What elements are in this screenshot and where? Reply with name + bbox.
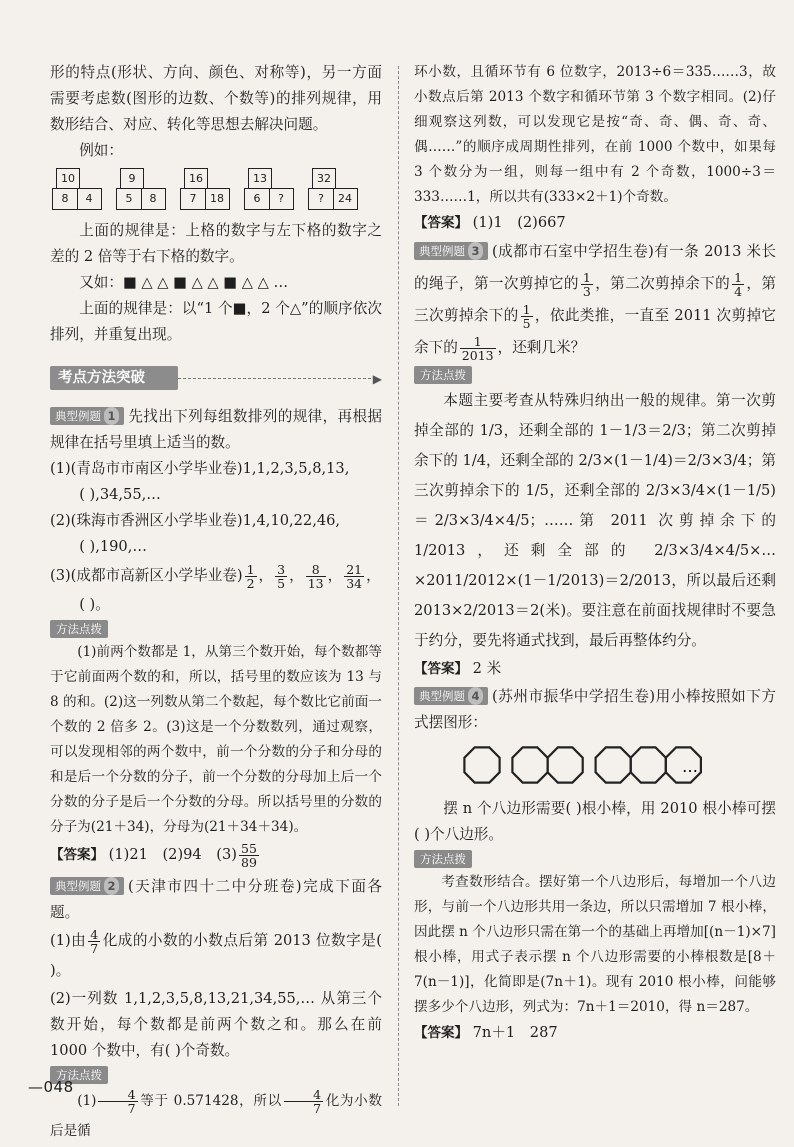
- example-2-tag: [50, 877, 124, 895]
- section-banner: [50, 362, 382, 396]
- example-1-q1b: ( ),34,55,…: [79, 486, 161, 503]
- section-rule: [178, 378, 376, 379]
- q3-fractions: [243, 561, 381, 591]
- box-top: 9: [120, 168, 144, 189]
- example-1-q1: (1)(青岛市市南区小学毕业卷)1,1,2,3,5,8,13,: [50, 460, 350, 477]
- tag-number: 3: [468, 242, 483, 260]
- continuation-text: 环小数，且循环节有 6 位数字，2013÷6＝335……3，故小数点后第 2013 个数字和循环节第 3 个数字相同。(2)仔细观察这列数，可以发现它是按“奇、奇、偶、奇、奇、偶……”的顺序成周期性排列，在前 1000 个数中，如果每 3 个数分为一组，则每一组中有 2 个奇数，1000÷3＝333……1，所以共有(333×2＋1)个奇数。: [414, 64, 776, 205]
- example-2-method: [50, 1086, 382, 1146]
- octagon: [464, 747, 499, 782]
- octagon: [512, 747, 547, 782]
- box-bottom-left: 7: [180, 188, 206, 210]
- example-1-q3b: ( )。: [79, 596, 110, 613]
- shape-sequence-line: [50, 270, 382, 296]
- denominator: 34: [346, 575, 363, 591]
- denominator: 4: [734, 283, 743, 299]
- right-column: [414, 60, 776, 1046]
- answer-text: (1)21 (2)94 (3): [108, 846, 237, 863]
- example-1-q3: [50, 560, 382, 592]
- answer-text: 7n＋1 287: [472, 1024, 558, 1041]
- fraction-1-5: [521, 303, 533, 330]
- numerator: 4: [90, 926, 99, 942]
- example-4-method: 考查数形结合。摆好第一个八边形后，每增加一个八边形，与前一个八边形共用一条边，所以只需增加 7 根小棒，因此摆 n 个八边形只需在第一个的基础上再增加[(n－1)×7]根小棒，用式子表示摆 n 个八边形需要的小棒根数是[8＋7(n－1)]，化简即是(7n＋1)。现有 2010 根小棒，问能够摆多少个八边形，列式为：7n＋1＝2010，得 n＝287。: [414, 874, 776, 1015]
- answer-fraction: [239, 842, 259, 869]
- example-3-tag: [414, 242, 488, 260]
- method-b: 等于 0.571428，所以: [139, 1093, 282, 1109]
- octagon-figure: [460, 742, 776, 792]
- example-1-stem: [50, 404, 382, 456]
- stem-d: ，依此类推，一直至 2011 次剪掉它余下的: [414, 307, 776, 356]
- example-4-tag: [414, 687, 488, 705]
- box-top: 16: [184, 168, 208, 189]
- example-4-stem: [414, 684, 776, 736]
- box-bottom-right: 18: [205, 188, 230, 210]
- method-a: (1): [77, 1093, 97, 1109]
- intro-text: 形的特点(形状、方向、颜色、对称等)，另一方面需要考虑数(图形的边数、个数等)的排列规律，用数形结合、对应、转化等思想去解决问题。: [50, 64, 382, 133]
- example-1-q2: (2)(珠海市香洲区小学毕业卷)1,4,10,22,46,: [50, 512, 341, 529]
- fraction-1-3: [581, 271, 593, 298]
- example-3-answer: [414, 656, 776, 682]
- denominator: 5: [277, 575, 286, 591]
- denominator: 2: [246, 575, 255, 591]
- comma: ，: [258, 567, 274, 584]
- tag-number: 4: [468, 687, 483, 705]
- stem-text: 先找出下列每组数排列的规律，再根据规律在括号里填上适当的数。: [50, 408, 382, 451]
- stem-a: (成都市石室中学招生卷)有一条 2013 米长的绳子，第一次剪掉它的: [414, 243, 776, 292]
- denominator: 5: [522, 315, 531, 331]
- denominator: 7: [313, 1101, 322, 1116]
- number-box-examples: [52, 168, 382, 212]
- number-box: [116, 168, 166, 212]
- denominator: 13: [307, 575, 324, 591]
- sequence-fraction: [306, 563, 326, 590]
- box-bottom-left: 6: [244, 188, 270, 210]
- fraction-1-4: [732, 271, 744, 298]
- answer-tag: 【答案】: [414, 661, 468, 677]
- shape-sequence: ■ △ △ ■ △ △ ■ △ △ …: [122, 274, 289, 291]
- numerator: 1: [246, 561, 255, 577]
- rule-text-1: 上面的规律是：上格的数字与左下格的数字之差的 2 倍等于右下格的数字。: [50, 222, 382, 265]
- numerator: 1: [522, 301, 531, 317]
- answer-tag: 【答案】: [50, 847, 104, 863]
- denominator: 89: [241, 854, 257, 870]
- q1-b: 化成的小数的小数点后第 2013 位数字是( )。: [50, 932, 382, 979]
- example-2-stem: [50, 874, 382, 926]
- example-2-q2: (2)一列数 1,1,2,3,5,8,13,21,34,55,… 从第三个数开始，每个数都是前两个数之和。那么在前 1000 个数中，有( )个奇数。: [50, 990, 382, 1059]
- stem-c: ，第三次剪掉余下的: [414, 275, 776, 324]
- box-bottom-right: 4: [77, 188, 102, 210]
- q1-a: (1)由: [50, 932, 87, 949]
- answer-text: (1)1 (2)667: [472, 214, 566, 231]
- comma: ，: [366, 567, 381, 584]
- number-box: [52, 168, 102, 212]
- arrow-right-icon: ▶: [372, 372, 382, 386]
- box-bottom-left: 8: [52, 188, 78, 210]
- method-fraction-2: [284, 1088, 323, 1115]
- octagon-ellipsis: …: [682, 757, 698, 776]
- q1-fraction: [88, 928, 100, 955]
- tag-label: 典型例题: [55, 409, 101, 423]
- sequence-fraction: [344, 563, 364, 590]
- stem-text: (苏州市振华中学招生卷)用小棒按照如下方式摆图形：: [414, 688, 776, 731]
- method-tag-2: 方法点拨: [50, 1066, 108, 1084]
- example-3-method: 本题主要考查从特殊归纳出一般的规律。第一次剪掉全部的 1/3，还剩全部的 1－1/3＝2/3；第二次剪掉余下的 1/4，还剩全部的 2/3×(1－1/4)＝2/3×3/4；第三次剪掉余下的 1/5，还剩全部的 2/3×3/4×(1－1/5)＝2/3×3/4×4/5；……第 2011 次剪掉余下的 1/2013，还剩全部的 2/3×3/4×4/5×…×2011/2012×(1－1/2013)＝2/2013，所以最后还剩 2013×2/2013＝2(米)。要注意在前面找规律时不要急于约分，要先将通式找到，最后再整体约分。: [414, 392, 776, 649]
- page-number: —048: [28, 1078, 74, 1096]
- box-bottom-right: 8: [141, 188, 166, 210]
- stem-b: ，第二次剪掉余下的: [594, 275, 731, 292]
- box-bottom-left: ?: [308, 188, 334, 210]
- example-label: 例如：: [79, 142, 123, 159]
- fraction-1-2013: [460, 335, 496, 362]
- numerator: 1: [734, 269, 743, 285]
- numerator: 4: [98, 1088, 137, 1102]
- answer-text: 2 米: [472, 660, 502, 677]
- box-bottom-right: ?: [269, 188, 294, 210]
- box-top: 10: [56, 168, 80, 189]
- octagons-svg: [460, 742, 710, 788]
- again-label: 又如：: [79, 274, 123, 291]
- tag-label: 典型例题: [55, 879, 101, 893]
- answer-tag: 【答案】: [414, 215, 468, 231]
- octagon: [631, 747, 666, 782]
- box-bottom-left: 5: [116, 188, 142, 210]
- octagon: [596, 747, 631, 782]
- answer-tag: 【答案】: [414, 1025, 468, 1041]
- example-2-q1: [50, 926, 382, 986]
- q3-text: (3)(成都市高新区小学毕业卷): [50, 567, 243, 584]
- denominator: 7: [90, 940, 99, 956]
- sequence-fraction: [275, 563, 287, 590]
- numerator: 4: [284, 1088, 323, 1102]
- tag-number: 1: [104, 407, 119, 425]
- example-4-question: 摆 n 个八边形需要( )根小棒，用 2010 根小棒可摆( )个八边形。: [414, 800, 776, 843]
- tag-number: 2: [104, 877, 119, 895]
- method-tag: 方法点拨: [50, 620, 108, 638]
- example-4-answer: [414, 1020, 776, 1046]
- comma: ，: [327, 567, 343, 584]
- tag-label: 典型例题: [419, 689, 465, 703]
- example-1-tag: [50, 407, 124, 425]
- denominator: 7: [127, 1101, 136, 1116]
- section-title: 考点方法突破: [50, 366, 178, 390]
- method-tag-4: 方法点拨: [414, 850, 472, 868]
- sequence-fraction: [245, 563, 257, 590]
- stem-text: (天津市四十二中分班卷)完成下面各题。: [50, 878, 382, 921]
- numerator: 55: [241, 840, 257, 856]
- example-1-q2b: ( ),190,…: [79, 538, 147, 555]
- left-column: [50, 60, 382, 1146]
- method-tag-3: 方法点拨: [414, 366, 472, 384]
- number-box: [308, 168, 358, 212]
- box-top: 32: [312, 168, 336, 189]
- example-1-method: (1)前两个数都是 1，从第三个数开始，每个数都等于它前面两个数的和，所以，括号里的数应该为 13 与 8 的和。(2)这一列数从第二个数起，每个数比它前面一个数的 2 倍多 2。(3)这是一个分数数列，通过观察，可以发现相邻的两个数中，前一个分数的分子和分母的和是后一个分数的分子，前一个分数的分母加上后一个分数的分子是后一个分数的分母。所以括号里的分数的分子为(21＋34)，分母为(21＋34＋34)。: [50, 644, 382, 835]
- numerator: 3: [277, 561, 286, 577]
- method-fraction: [98, 1088, 137, 1115]
- stem-e: ，还剩几米？: [497, 339, 586, 356]
- numerator: 21: [346, 561, 363, 577]
- method-c: 化为小数后是循: [50, 1093, 382, 1139]
- comma: ，: [289, 567, 304, 584]
- example-2-answer: [414, 210, 776, 236]
- tag-label: 典型例题: [419, 244, 465, 258]
- numerator: 1: [582, 269, 591, 285]
- box-top: 13: [248, 168, 272, 189]
- number-box: [244, 168, 294, 212]
- column-divider: [398, 66, 399, 1106]
- octagon: [548, 747, 583, 782]
- denominator: 2013: [461, 347, 494, 363]
- number-box: [180, 168, 230, 212]
- numerator: 1: [460, 335, 496, 349]
- example-1-answer: [50, 840, 382, 870]
- denominator: 3: [582, 283, 591, 299]
- numerator: 8: [306, 563, 326, 577]
- example-3-stem: [414, 236, 776, 364]
- rule-text-2: 上面的规律是：以“1 个■，2 个△”的顺序依次排列，并重复出现。: [50, 300, 382, 343]
- page-number-value: 048: [43, 1078, 74, 1096]
- box-bottom-right: 24: [333, 188, 358, 210]
